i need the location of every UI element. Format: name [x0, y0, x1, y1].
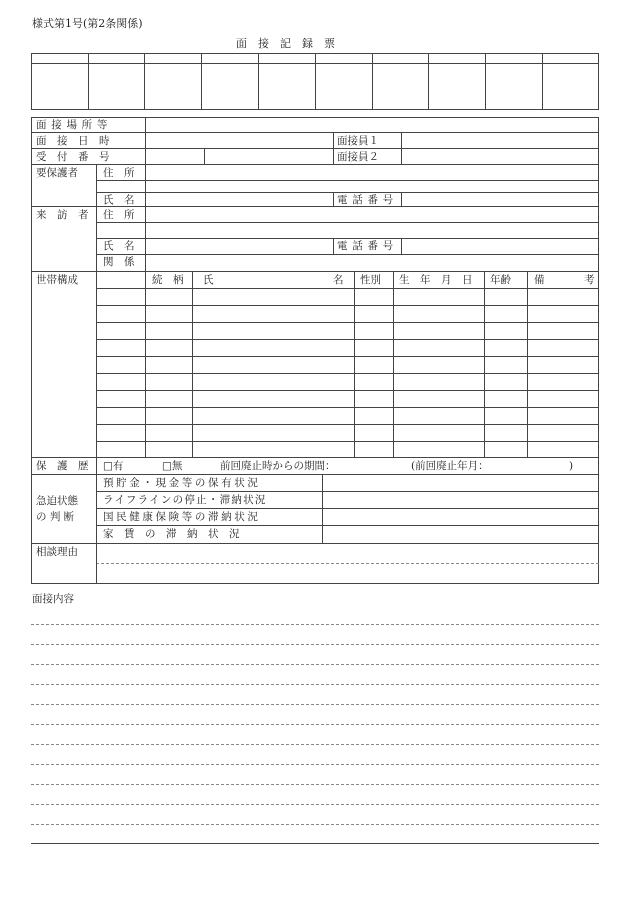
history-label: 保 護 歴: [36, 460, 89, 472]
col-name-2: 名: [333, 274, 344, 286]
col-birth: 生 年 月 日: [399, 274, 473, 286]
interviewer2-label: 面接員２: [337, 151, 379, 163]
col-note-1: 備: [534, 274, 545, 286]
col-age: 年齢: [490, 274, 511, 286]
history-no-checkbox[interactable]: □無: [162, 460, 183, 472]
protected-phone-label: 電話番号: [337, 194, 398, 206]
urgency-label-2: の 判 断: [36, 511, 75, 523]
form-number: 様式第1号(第2条関係): [32, 17, 143, 30]
place-label: 面接場所等: [36, 119, 113, 131]
urg-item-insurance: 国民健康保険等の滞納状況: [103, 511, 261, 523]
protected-name-label: 氏 名: [103, 194, 135, 206]
receipt-label: 受 付 番 号: [36, 151, 110, 163]
protected-label: 要保護者: [36, 167, 78, 179]
relation-label: 関 係: [103, 256, 135, 268]
page-title: 面 接 記 録 票: [236, 37, 335, 50]
content-label: 面接内容: [32, 593, 74, 605]
history-yes-checkbox[interactable]: □有: [103, 460, 124, 472]
consult-label: 相談理由: [36, 546, 78, 558]
visitor-phone-label: 電話番号: [337, 240, 398, 252]
urgency-label-1: 急迫状態: [36, 495, 78, 507]
col-name-1: 氏: [203, 274, 214, 286]
visitor-name-label: 氏 名: [103, 240, 135, 252]
urg-item-rent: 家 賃 の 滞 納 状 況: [103, 528, 240, 540]
col-relation: 続 柄: [152, 274, 184, 286]
visitor-label: 来 訪 者: [36, 209, 89, 221]
visitor-address-label: 住 所: [103, 209, 135, 221]
period-label: 前回廃止時からの期間：: [220, 460, 336, 472]
close-paren: ): [569, 460, 574, 472]
household-label: 世帯構成: [36, 274, 78, 286]
date-label: 面 接 日 時: [36, 135, 110, 147]
urg-item-savings: 預貯金・現金等の保有状況: [103, 477, 261, 489]
interviewer1-label: 面接員１: [337, 135, 379, 147]
prev-abolished-label: (前回廃止年月：: [411, 460, 489, 472]
urg-item-lifeline: ライフラインの停止・滞納状況: [103, 494, 267, 506]
col-sex: 性別: [360, 274, 381, 286]
protected-address-label: 住 所: [103, 167, 135, 179]
col-note-2: 考: [584, 274, 595, 286]
